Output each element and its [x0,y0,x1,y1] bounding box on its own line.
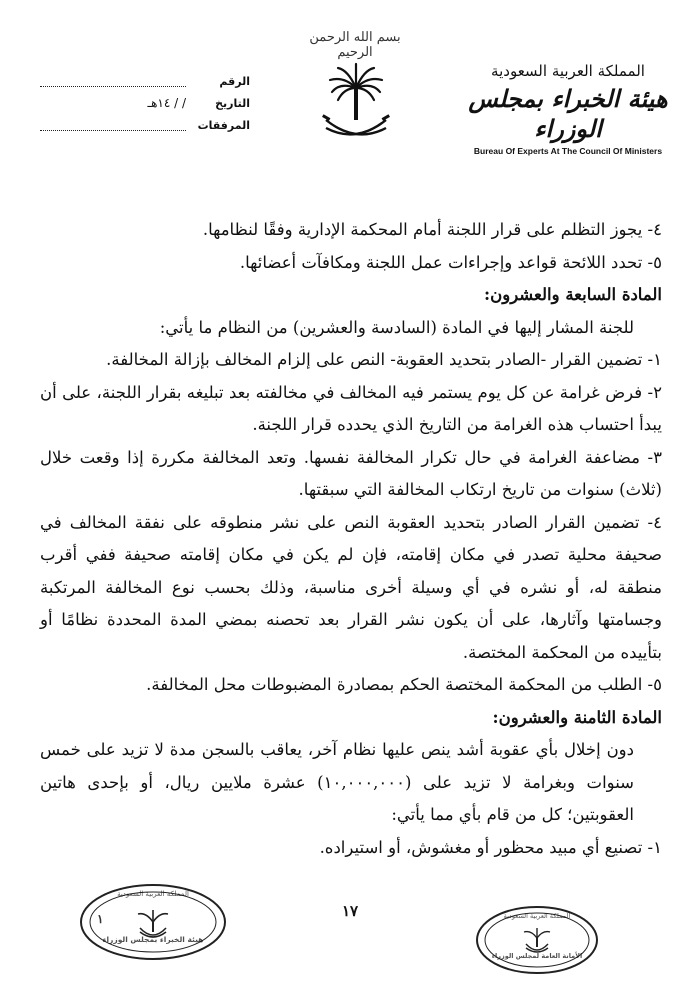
organization-block [468,62,668,156]
article-28-title: المادة الثامنة والعشرون: [492,707,662,727]
attachments-line [40,120,186,131]
list-item: ٣- مضاعفة الغرامة في حال تكرار المخالفة نفسها. وتعد المخالفة مكررة إذا وقعت خلال (ثلاث) سنوات من تاريخ ارتكاب المخالفة التي سبقتها. [40,447,662,499]
seal-left-number: ١ [97,912,104,926]
list-item: ٥- الطلب من المحكمة المختصة الحكم بمصادرة المضبوطات محل المخالفة. [146,675,662,694]
page-number: ١٧ [341,902,359,920]
attachments-row [40,114,250,136]
date-label: التاريخ [215,96,250,110]
date-value: / / ١٤هـ [147,96,186,110]
list-item: ٥- تحدد اللائحة قواعد وإجراءات عمل اللجنة ومكافآت أعضائها. [239,252,662,272]
article-27-title: المادة السابعة والعشرون: [484,285,662,304]
list-item: ٢- فرض غرامة عن كل يوم يستمر فيه المخالف في مخالفته بعد تبليغه بقرار اللجنة، على أن يبدأ احتساب هذه الغرامة من التاريخ الذي يحدده قرار اللجنة. [40,382,662,434]
org-bureau-ar: هيئة الخبراء بمجلس الوزراء [468,84,668,143]
list-item: ١- تصنيع أي مبيد محظور أو مغشوش، أو استيراده. [319,837,662,857]
seal-right-top-text: المملكة العربية السعودية [503,912,571,920]
number-row [40,70,250,92]
org-name-en: Bureau Of Experts At The Council Of Ministers [473,146,663,156]
document-meta [40,70,250,136]
list-item: ١- تضمين القرار -الصادر بتحديد العقوبة- النص على إلزام المخالف بإزالة المخالفة. [106,350,662,369]
seal-right-bottom-text: الأمانة العامة لمجلس الوزراء [491,952,583,960]
seal-left-top-text: المملكة العربية السعودية [117,890,189,898]
number-line [40,76,186,87]
list-item: ٤- يجوز التظلم على قرار اللجنة أمام المحكمة الإدارية وفقًا لنظامها. [202,220,662,239]
list-item: ٤- تضمين القرار الصادر بتحديد العقوبة النص على نشر منطوقه على نفقة المخالف في صحيفة محلية تصدر في مكان إقامته، فإن لم يكن في مكان إقامته صحيفة ففي أقرب منطقة له، أو نشره في أي وسيلة أخرى مناسبة، وذلك بحسب نوع المخالفة المرتكبة وجسامتها وآثارها، على أن يكون نشر القرار بعد تحصنه بمضي المدة المحددة نظامًا أو بتأييده من المحكمة المختصة. [40,512,663,662]
basmala: بسم الله الرحمن الرحيم [309,30,401,60]
attachments-label: المرفقات [197,118,250,132]
document-body [40,214,662,864]
article-28-intro: دون إخلال بأي عقوبة أشد ينص عليها نظام آخر، يعاقب بالسجن مدة لا تزيد على خمس سنوات وبغرامة لا تزيد على (١٠,٠٠٠,٠٠٠) عشرة ملايين ريال، أو بإحدى هاتين العقوبتين؛ كل من قام بأي مما يأتي: [40,740,634,824]
org-name-ar: المملكة العربية السعودية [491,62,645,80]
number-label: الرقم [219,74,250,88]
palm-swords-emblem-icon [318,58,394,148]
article-27-intro: للجنة المشار إليها في المادة (السادسة والعشرين) من النظام ما يأتي: [159,317,634,337]
date-row [40,92,250,114]
seal-left-bottom-text: هيئة الخبراء بمجلس الوزراء [102,935,204,944]
